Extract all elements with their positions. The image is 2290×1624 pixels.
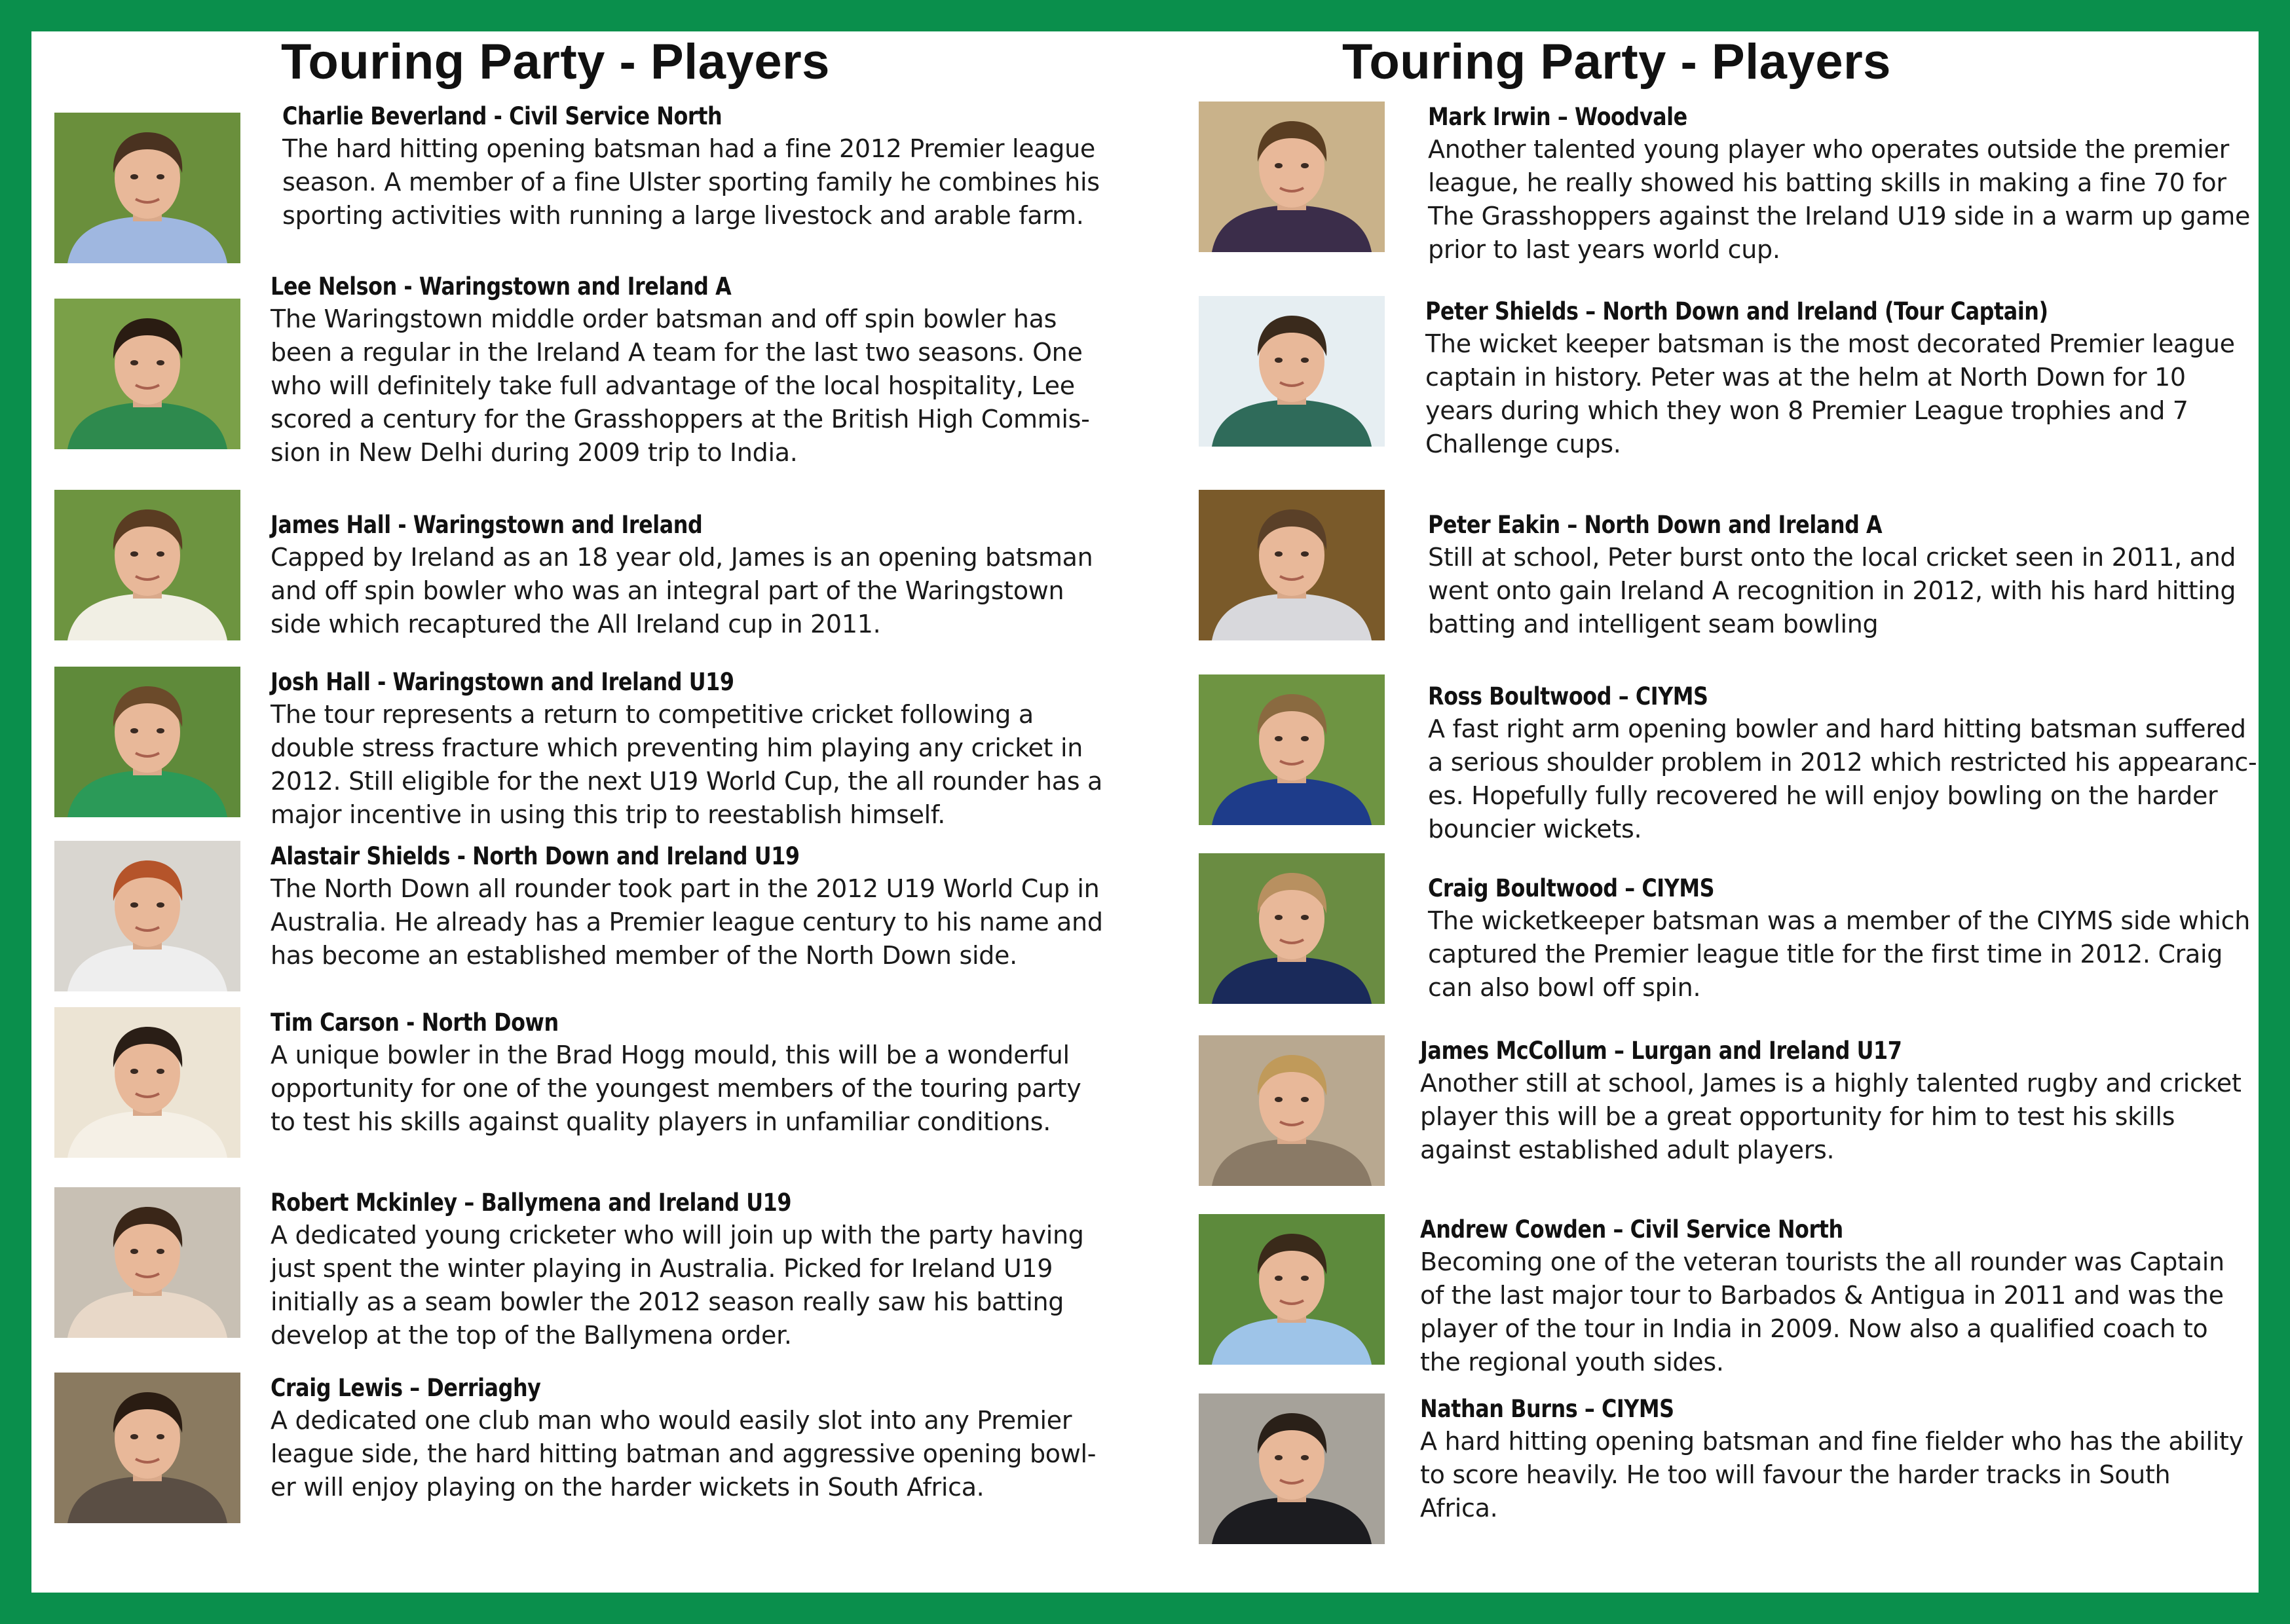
portrait-image: [1199, 101, 1385, 252]
player-photo: [54, 490, 240, 640]
player-photo: [1199, 490, 1385, 640]
player-bio: Still at school, Peter burst onto the local cricket seen in 2011, and went onto gain Ireland A recognition in 2012, with his hard hitting batting and intelligent seam bowling: [1428, 543, 2236, 638]
player-name: Nathan Burns – CIYMS: [1420, 1395, 1674, 1423]
right-column-title: Touring Party - Players: [1342, 34, 1891, 90]
player-photo: [1199, 101, 1385, 252]
player-name: Ross Boultwood – CIYMS: [1428, 682, 1708, 710]
player-name: Josh Hall - Waringstown and Ireland U19: [271, 668, 734, 696]
player-photo: [54, 1373, 240, 1523]
player-bio: The tour represents a return to competitive cricket following a double stress fracture which preventing him playing any cricket in 2012. Still eligible for the next U19 World Cup, the all rounder has a major incentive in using this trip to reestablish himself.: [271, 700, 1102, 829]
player-photo: [1199, 1035, 1385, 1186]
portrait-image: [54, 667, 240, 817]
player-photo: [54, 841, 240, 991]
player-bio: The wicket keeper batsman is the most decorated Premier league captain in history. Peter was at the helm at North Down for 10 years during which they won 8 Premier League trophies and 7 Challenge cups.: [1425, 329, 2235, 458]
player-bio: A fast right arm opening bowler and hard hitting batsman suffered a serious shoulder problem in 2012 which restricted his appearanc- es. Hopefully fully recovered he will enjoy bowling on the harder bouncier wickets.: [1428, 714, 2257, 843]
player-name: James Hall - Waringstown and Ireland: [271, 511, 703, 539]
portrait-image: [1199, 490, 1385, 640]
portrait-image: [54, 299, 240, 449]
portrait-image: [54, 490, 240, 640]
player-photo: [54, 667, 240, 817]
player-photo: [54, 1187, 240, 1338]
portrait-image: [54, 1007, 240, 1158]
brochure-page: [31, 31, 2259, 1593]
player-bio: The Waringstown middle order batsman and off spin bowler has been a regular in the Ireland A team for the last two seasons. One who will definitely take full advantage of the local hospitality, Lee scored a century for the Grasshoppers at the British High Commis- sion in New Delhi during 2009 trip to India.: [271, 304, 1090, 467]
portrait-image: [1199, 1393, 1385, 1544]
player-photo: [1199, 296, 1385, 447]
player-photo: [54, 113, 240, 263]
player-bio: A dedicated one club man who would easily slot into any Premier league side, the hard hitting batman and aggressive opening bowl- er will enjoy playing on the harder wickets in South Africa.: [271, 1406, 1097, 1502]
portrait-image: [54, 113, 240, 263]
player-photo: [1199, 674, 1385, 825]
player-name: Charlie Beverland - Civil Service North: [282, 102, 723, 130]
player-name: Craig Boultwood – CIYMS: [1428, 874, 1715, 902]
player-bio: The wicketkeeper batsman was a member of the CIYMS side which captured the Premier league title for the first time in 2012. Craig can also bowl off spin.: [1428, 906, 2251, 1002]
player-photo: [1199, 1393, 1385, 1544]
player-name: Peter Eakin – North Down and Ireland A: [1428, 511, 1883, 539]
portrait-image: [1199, 674, 1385, 825]
portrait-image: [1199, 853, 1385, 1004]
player-name: Peter Shields – North Down and Ireland (Tour Captain): [1425, 297, 2048, 325]
player-name: Andrew Cowden – Civil Service North: [1420, 1215, 1843, 1244]
player-photo: [54, 1007, 240, 1158]
portrait-image: [1199, 1214, 1385, 1365]
player-photo: [1199, 853, 1385, 1004]
player-bio: A dedicated young cricketer who will join up with the party having just spent the winter playing in Australia. Picked for Ireland U19 initially as a seam bowler the 2012 season really saw his batting develop at the top of the Ballymena order.: [271, 1221, 1084, 1350]
player-bio: The North Down all rounder took part in the 2012 U19 World Cup in Australia. He already has a Premier league century to his name and has become an established member of the North Down side.: [271, 874, 1103, 970]
player-bio: A hard hitting opening batsman and fine fielder who has the ability to score heavily. He too will favour the harder tracks in South Africa.: [1420, 1427, 2243, 1522]
player-bio: A unique bowler in the Brad Hogg mould, this will be a wonderful opportunity for one of the youngest members of the touring party to test his skills against quality players in unfamiliar conditions.: [271, 1041, 1081, 1136]
player-name: Tim Carson - North Down: [271, 1008, 559, 1037]
player-bio: Another still at school, James is a highly talented rugby and cricket player this will be a great opportunity for him to test his skills against established adult players.: [1420, 1069, 2242, 1164]
player-photo: [1199, 1214, 1385, 1365]
player-bio: Another talented young player who operates outside the premier league, he really showed his batting skills in making a fine 70 for The Grasshoppers against the Ireland U19 side in a warm up game prior to last years world cup.: [1428, 135, 2251, 264]
player-photo: [54, 299, 240, 449]
player-name: Lee Nelson - Waringstown and Ireland A: [271, 272, 732, 301]
player-name: Alastair Shields - North Down and Ireland U19: [271, 842, 800, 870]
portrait-image: [54, 841, 240, 991]
player-name: James McCollum – Lurgan and Ireland U17: [1420, 1037, 1902, 1065]
portrait-image: [1199, 296, 1385, 447]
left-column-title: Touring Party - Players: [281, 34, 830, 90]
player-name: Robert Mckinley – Ballymena and Ireland U19: [271, 1189, 792, 1217]
player-bio: Capped by Ireland as an 18 year old, James is an opening batsman and off spin bowler who was an integral part of the Waringstown side which recaptured the All Ireland cup in 2011.: [271, 543, 1093, 638]
portrait-image: [1199, 1035, 1385, 1186]
player-name: Mark Irwin – Woodvale: [1428, 103, 1687, 131]
portrait-image: [54, 1187, 240, 1338]
portrait-image: [54, 1373, 240, 1523]
player-name: Craig Lewis – Derriaghy: [271, 1374, 541, 1402]
player-bio: The hard hitting opening batsman had a fine 2012 Premier league season. A member of a fine Ulster sporting family he combines his sporting activities with running a large livestock and arable farm.: [282, 134, 1100, 230]
player-bio: Becoming one of the veteran tourists the all rounder was Captain of the last major tour to Barbados & Antigua in 2011 and was the player of the tour in India in 2009. Now also a qualified coach to the regional youth sides.: [1420, 1247, 2224, 1376]
